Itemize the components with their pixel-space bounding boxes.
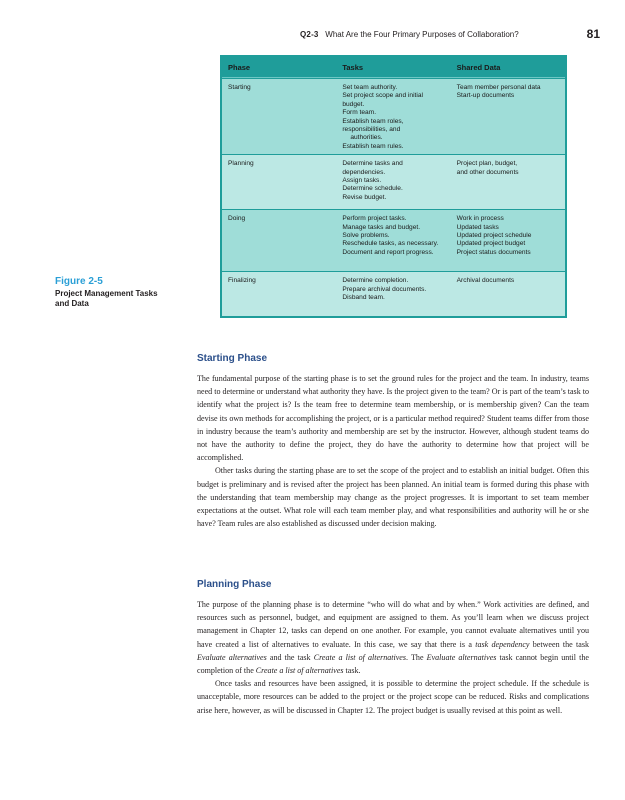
paragraph: The purpose of the planning phase is to determine “who will do what and by when.” Work activities are defined, and resources such as personnel, budget, and equipment are assigned to them. As you’ll learn when we discuss project management in Chapter 12, tasks can depend on one another. For example, you cannot evaluate alternatives until you have created a list of alternatives to evaluate. In this case, we say that there is a task dependency between the task Evaluate alternatives and the task Create a list of alternatives. The Evaluate alternatives task cannot begin until the completion of the Create a list of alternatives task. [197, 600, 589, 676]
table-row [222, 271, 565, 316]
figure-title: Project Management Tasks and Data [55, 289, 158, 308]
tasks-cell: Set team authority. Set project scope and initial budget. Form team. Establish team roles, responsibilities, and authorities. Establish team rules. [336, 78, 450, 154]
header-shared-data: Shared Data [451, 57, 565, 78]
figure-caption [55, 276, 175, 309]
table-row [222, 209, 565, 271]
paragraph: Once tasks and resources have been assigned, it is possible to determine the project schedule. If the schedule is unacceptable, more resources can be added to the project or the project scope can be reduced. Risks and complications arise here, however, as will be discussed in Chapter 12. The project budget is usually revised at this point as well. [197, 679, 589, 715]
phase-cell: Doing [222, 209, 336, 271]
tasks-cell: Perform project tasks. Manage tasks and budget. Solve problems. Reschedule tasks, as necessary. Document and report progress. [336, 209, 450, 271]
project-management-table [220, 55, 567, 318]
shared-data-cell: Team member personal data Start-up documents [451, 78, 565, 154]
question-title: What Are the Four Primary Purposes of Collaboration? [325, 30, 519, 39]
tasks-cell: Determine completion. Prepare archival documents. Disband team. [336, 271, 450, 316]
page-number: 81 [586, 27, 600, 41]
tasks-cell: Determine tasks and dependencies. Assign tasks. Determine schedule. Revise budget. [336, 154, 450, 209]
table-row [222, 154, 565, 209]
table-header-row [222, 57, 565, 78]
section-heading: Planning Phase [197, 579, 272, 590]
header-tasks: Tasks [336, 57, 450, 78]
phase-cell: Starting [222, 78, 336, 154]
figure-number: Figure 2-5 [55, 276, 103, 287]
shared-data-cell: Work in process Updated tasks Updated project schedule Updated project budget Project status documents [451, 209, 565, 271]
planning-phase-section [197, 579, 589, 717]
paragraph: The fundamental purpose of the starting phase is to set the ground rules for the project and the team. In industry, teams need to determine or understand what authority they have. Is the project given to the team? Or is part of the team’s task to identify what the project is? Is the team free to determine team membership, or is membership given? Can the team devise its own methods for accomplishing the project, or is a particular method required? Student teams differ from those in industry because the team’s authority and membership are set by the instructor. However, although student teams do not have the authority to define the project, they do have the authority to determine how that project will be accomplished. [197, 374, 589, 463]
section-heading: Starting Phase [197, 353, 268, 364]
paragraph: Other tasks during the starting phase are to set the scope of the project and to establish an initial budget. Often this budget is preliminary and is revised after the project has been planned. An initial team is formed during this phase with the understanding that team membership may change as the project progresses. It is important to set team member expectations at the outset. What role will each team member play, and what responsibilities and authority will he or she have? Team rules are also established as discussed under decision making. [197, 466, 589, 529]
running-head [300, 27, 600, 41]
header-phase: Phase [222, 57, 336, 78]
term-task-dependency: task dependency [475, 639, 530, 649]
question-number: Q2-3 [300, 30, 319, 39]
shared-data-cell: Archival documents [451, 271, 565, 316]
phase-cell: Finalizing [222, 271, 336, 316]
phase-cell: Planning [222, 154, 336, 209]
shared-data-cell: Project plan, budget, and other documents [451, 154, 565, 209]
starting-phase-section [197, 353, 589, 530]
table-row [222, 78, 565, 154]
